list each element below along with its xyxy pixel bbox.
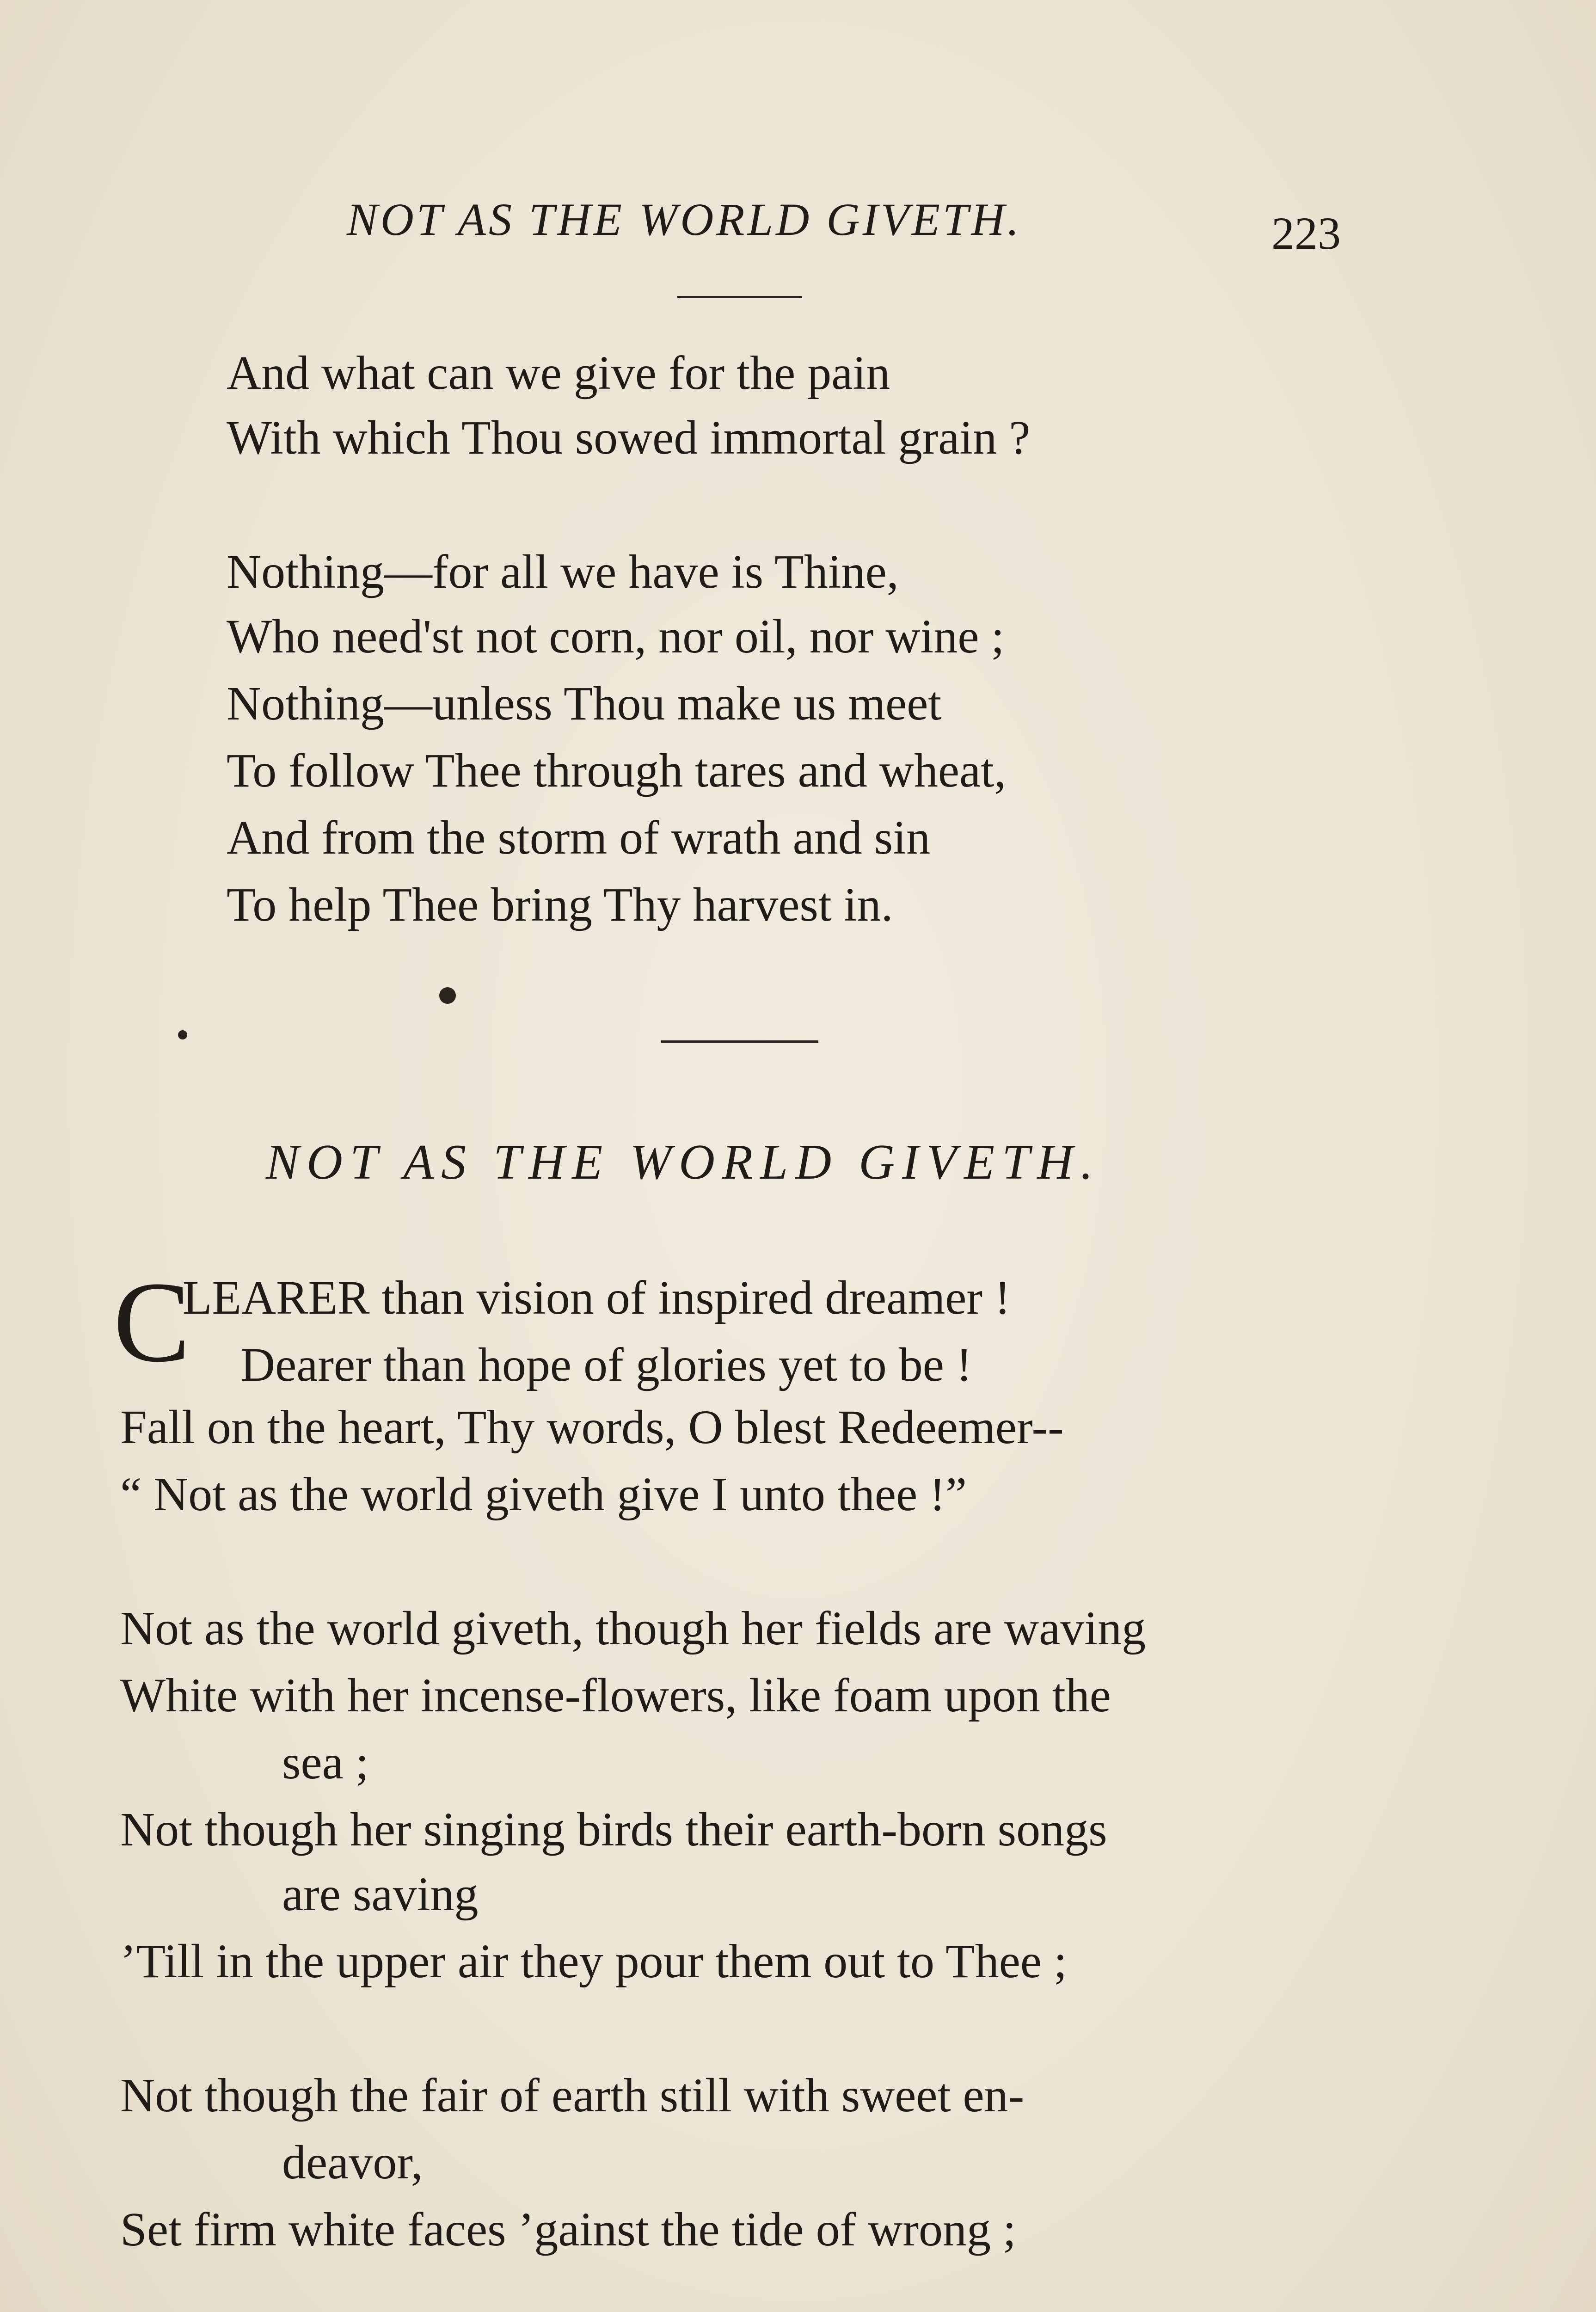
poem2-line: Not though her singing birds their earth-born songs — [120, 1803, 1107, 1856]
poem2-line: Not as the world giveth, though her fields are waving — [120, 1602, 1146, 1655]
poem2-line: White with her incense-flowers, like foam upon the — [120, 1669, 1111, 1722]
poem2-line: LEARER than vision of inspired dreamer ! — [183, 1271, 1011, 1324]
poem1-line: Nothing—unless Thou make us meet — [227, 677, 942, 730]
poem2-line: sea ; — [282, 1736, 369, 1789]
section-rule — [661, 1040, 818, 1043]
poem2-line: Not though the fair of earth still with sweet en- — [120, 2069, 1025, 2122]
poem1-line: To help Thee bring Thy harvest in. — [227, 878, 893, 931]
poem2-line: “ Not as the world giveth give I unto thee !” — [120, 1468, 967, 1521]
ink-spot — [439, 987, 456, 1004]
running-title: NOT AS THE WORLD GIVETH. — [347, 194, 1022, 245]
drop-cap: C — [113, 1258, 190, 1386]
poem1-line: And from the storm of wrath and sin — [227, 811, 931, 864]
poem1-line: To follow Thee through tares and wheat, — [227, 744, 1007, 797]
poem1-line: With which Thou sowed immortal grain ? — [227, 411, 1031, 464]
poem1-line: Who need'st not corn, nor oil, nor wine ; — [227, 610, 1005, 663]
header-rule — [677, 296, 802, 298]
poem1-line: Nothing—for all we have is Thine, — [227, 545, 899, 598]
poem-title: NOT AS THE WORLD GIVETH. — [266, 1135, 1101, 1190]
poem2-line: Set firm white faces ’gainst the tide of wrong ; — [120, 2203, 1016, 2256]
poem2-line: Dearer than hope of glories yet to be ! — [240, 1338, 972, 1391]
poem1-line: And what can we give for the pain — [227, 346, 890, 400]
page-number: 223 — [1271, 208, 1341, 259]
poem2-line: are saving — [282, 1868, 479, 1921]
poem2-line: deavor, — [282, 2136, 423, 2189]
poem2-line: Fall on the heart, Thy words, O blest Redeemer-- — [120, 1401, 1064, 1454]
ink-spot — [178, 1030, 187, 1039]
poem2-line: ’Till in the upper air they pour them out to Thee ; — [120, 1935, 1067, 1988]
